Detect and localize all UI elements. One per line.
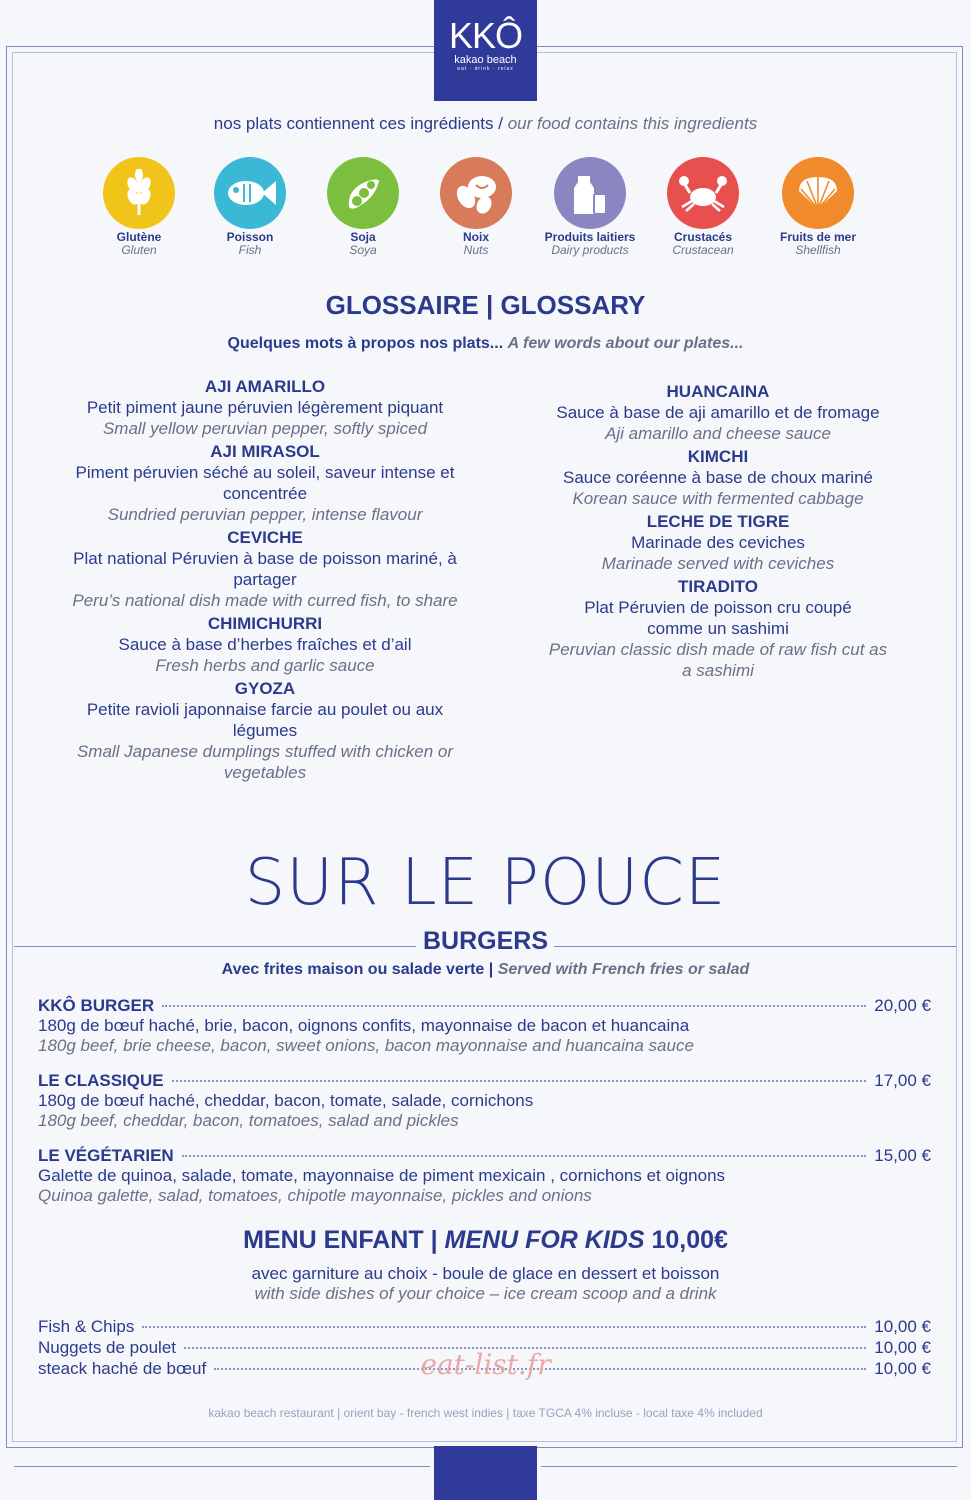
intro xyxy=(0,114,971,134)
term-en: Sundried peruvian pepper, intense flavour xyxy=(107,505,423,524)
term-fr: Piment péruvien séché au soleil, saveur intense et concentrée xyxy=(75,463,455,503)
item-name: KKÔ BURGER xyxy=(38,996,155,1015)
footer-line-right xyxy=(541,1466,957,1467)
footer-line-left xyxy=(14,1466,430,1467)
shell-icon xyxy=(782,157,854,229)
term-en: Aji amarillo and cheese sauce xyxy=(605,424,831,443)
item-name: LE VÉGÉTARIEN xyxy=(38,1146,174,1165)
burgers-subtitle-sep: | xyxy=(484,961,498,978)
term-en: Peru’s national dish made with curred fish, to share xyxy=(72,591,458,610)
allergen-label-en: Gluten xyxy=(121,243,157,257)
glossary-term xyxy=(530,381,906,444)
kids-item-name: Fish & Chips xyxy=(38,1317,135,1336)
logo-mark: KKÔ xyxy=(448,15,523,56)
allergen-label: Noix xyxy=(462,230,489,244)
allergen-fish xyxy=(195,157,305,257)
item-name: LE CLASSIQUE xyxy=(38,1071,164,1090)
intro-sep: / xyxy=(493,114,508,133)
item-desc-fr: 180g de bœuf haché, cheddar, bacon, tomate, salade, cornichons xyxy=(38,1091,534,1110)
term-fr: Sauce coréenne à base de choux mariné xyxy=(563,468,873,487)
term-name: HUANCAINA xyxy=(666,382,770,401)
kids-price: 10,00€ xyxy=(644,1226,728,1254)
glossary-right-column xyxy=(530,381,906,683)
allergen-nuts xyxy=(421,157,531,257)
term-fr: Plat national Péruvien à base de poisson mariné, à partager xyxy=(73,549,457,589)
kids-sub-en: with side dishes of your choice – ice cream scoop and a drink xyxy=(254,1284,717,1303)
glossary-term xyxy=(50,613,480,676)
term-name: AJI MIRASOL xyxy=(210,442,320,461)
kids-title-sep: | xyxy=(423,1226,445,1254)
term-name: TIRADITO xyxy=(678,577,758,596)
item-desc-en: 180g beef, cheddar, bacon, tomatoes, salad and pickles xyxy=(38,1111,459,1130)
kids-menu-title xyxy=(0,1226,971,1255)
glossary-term xyxy=(50,441,480,525)
intro-fr: nos plats contiennent ces ingrédients xyxy=(213,114,494,133)
menu-item xyxy=(38,1145,931,1206)
glossary-term xyxy=(50,678,480,783)
footer: kakao beach restaurant | orient bay - french west indies | taxe TGCA 4% incluse - local taxe 4% included xyxy=(208,1406,763,1420)
logo-name: kakao beach xyxy=(454,54,517,66)
item-price: 17,00 € xyxy=(874,1071,931,1090)
term-fr: Petite ravioli japonnaise farcie au poulet ou aux légumes xyxy=(86,700,444,740)
kids-item-price: 10,00 € xyxy=(874,1359,931,1378)
intro-en: our food contains this ingredients xyxy=(507,114,758,133)
glossary-term xyxy=(50,527,480,611)
item-desc-en: 180g beef, brie cheese, bacon, sweet onions, bacon mayonnaise and huancaina sauce xyxy=(38,1036,694,1055)
allergen-gluten xyxy=(84,157,194,257)
glossary-term xyxy=(530,576,906,681)
glossary-subtitle xyxy=(0,335,971,353)
allergen-label: Glutène xyxy=(116,230,162,244)
item-price: 20,00 € xyxy=(874,996,931,1015)
term-name: LECHE DE TIGRE xyxy=(646,512,790,531)
term-name: CHIMICHURRI xyxy=(207,614,323,633)
dot-leader xyxy=(172,1080,867,1082)
term-name: GYOZA xyxy=(234,679,296,698)
section-title: SUR LE POUCE xyxy=(244,846,727,920)
allergen-shellfish xyxy=(763,157,873,257)
milk-icon xyxy=(554,157,626,229)
burgers-subtitle-fr: Avec frites maison ou salade verte xyxy=(221,961,485,978)
logo-tagline: eat · drink · relax xyxy=(457,66,514,72)
nuts-icon xyxy=(440,157,512,229)
dot-leader xyxy=(162,1005,866,1007)
term-fr: Sauce à base d’herbes fraîches et d’ail xyxy=(118,635,412,654)
glossary-term xyxy=(50,376,480,439)
item-desc-en: Quinoa galette, salad, tomatoes, chipotle mayonnaise, pickles and onions xyxy=(38,1186,592,1205)
allergen-label: Crustacés xyxy=(673,230,733,244)
logo xyxy=(434,0,537,101)
item-price: 15,00 € xyxy=(874,1146,931,1165)
watermark: eat-list.fr xyxy=(420,1348,551,1381)
allergen-crustacean xyxy=(648,157,758,257)
term-fr: Petit piment jaune péruvien légèrement piquant xyxy=(86,398,444,417)
allergen-label-en: Nuts xyxy=(463,243,489,257)
dot-leader xyxy=(142,1326,866,1328)
allergen-label-en: Crustacean xyxy=(672,243,734,257)
allergen-label: Soja xyxy=(350,230,376,244)
wheat-icon xyxy=(103,157,175,229)
burgers-subtitle-en: Served with French fries or salad xyxy=(497,961,750,978)
allergen-label-en: Soya xyxy=(349,243,377,257)
term-fr: Plat Péruvien de poisson cru coupé comme un sashimi xyxy=(584,598,852,638)
term-name: AJI AMARILLO xyxy=(204,377,326,396)
fish-icon xyxy=(214,157,286,229)
kids-sub-fr: avec garniture au choix - boule de glace en dessert et boisson xyxy=(251,1264,720,1283)
allergen-list xyxy=(90,157,880,267)
footer-block xyxy=(434,1446,537,1500)
glossary-left-column xyxy=(50,376,480,785)
kids-item-name: Nuggets de poulet xyxy=(38,1338,176,1357)
kids-item-price: 10,00 € xyxy=(874,1338,931,1357)
allergen-soy xyxy=(308,157,418,257)
kids-title-en: MENU FOR KIDS xyxy=(444,1226,645,1254)
item-desc-fr: 180g de bœuf haché, brie, bacon, oignons confits, mayonnaise de bacon et huancaina xyxy=(38,1016,690,1035)
term-en: Fresh herbs and garlic sauce xyxy=(155,656,375,675)
burgers-title: BURGERS xyxy=(422,927,548,955)
term-en: Korean sauce with fermented cabbage xyxy=(572,489,864,508)
item-desc-fr: Galette de quinoa, salade, tomate, mayonnaise de piment mexicain , cornichons et oignons xyxy=(38,1166,726,1185)
kids-title-fr: MENU ENFANT xyxy=(243,1226,424,1254)
term-name: CEVICHE xyxy=(227,528,303,547)
glossary-term xyxy=(530,446,906,509)
crab-icon xyxy=(667,157,739,229)
menu-item xyxy=(38,1070,931,1131)
allergen-label: Produits laitiers xyxy=(544,230,636,244)
allergen-label: Fruits de mer xyxy=(779,230,857,244)
glossary-title: GLOSSAIRE | GLOSSARY xyxy=(325,290,646,320)
allergen-dairy xyxy=(535,157,645,257)
term-name: KIMCHI xyxy=(687,447,749,466)
allergen-label: Poisson xyxy=(226,230,274,244)
term-fr: Sauce à base de aji amarillo et de fromage xyxy=(556,403,880,422)
allergen-label-en: Shellfish xyxy=(795,243,841,257)
kids-menu-subtitle xyxy=(0,1264,971,1304)
glossary-subtitle-en: A few words about our plates... xyxy=(507,335,744,352)
term-fr: Marinade des ceviches xyxy=(631,533,805,552)
dot-leader xyxy=(182,1155,867,1157)
allergen-label-en: Fish xyxy=(238,243,262,257)
term-en: Small Japanese dumplings stuffed with chicken or vegetables xyxy=(76,742,454,782)
kids-item-price: 10,00 € xyxy=(874,1317,931,1336)
menu-item xyxy=(38,995,931,1056)
glossary-subtitle-fr: Quelques mots à propos nos plats... xyxy=(227,335,504,352)
burgers-subtitle xyxy=(0,961,971,979)
term-en: Marinade served with ceviches xyxy=(601,554,835,573)
soy-icon xyxy=(327,157,399,229)
glossary-term xyxy=(530,511,906,574)
term-en: Small yellow peruvian pepper, softly spiced xyxy=(102,419,428,438)
kids-item xyxy=(38,1316,931,1337)
allergen-label-en: Dairy products xyxy=(551,243,629,257)
term-en: Peruvian classic dish made of raw fish cut as a sashimi xyxy=(548,640,888,680)
kids-item-name: steack haché de bœuf xyxy=(38,1359,207,1378)
